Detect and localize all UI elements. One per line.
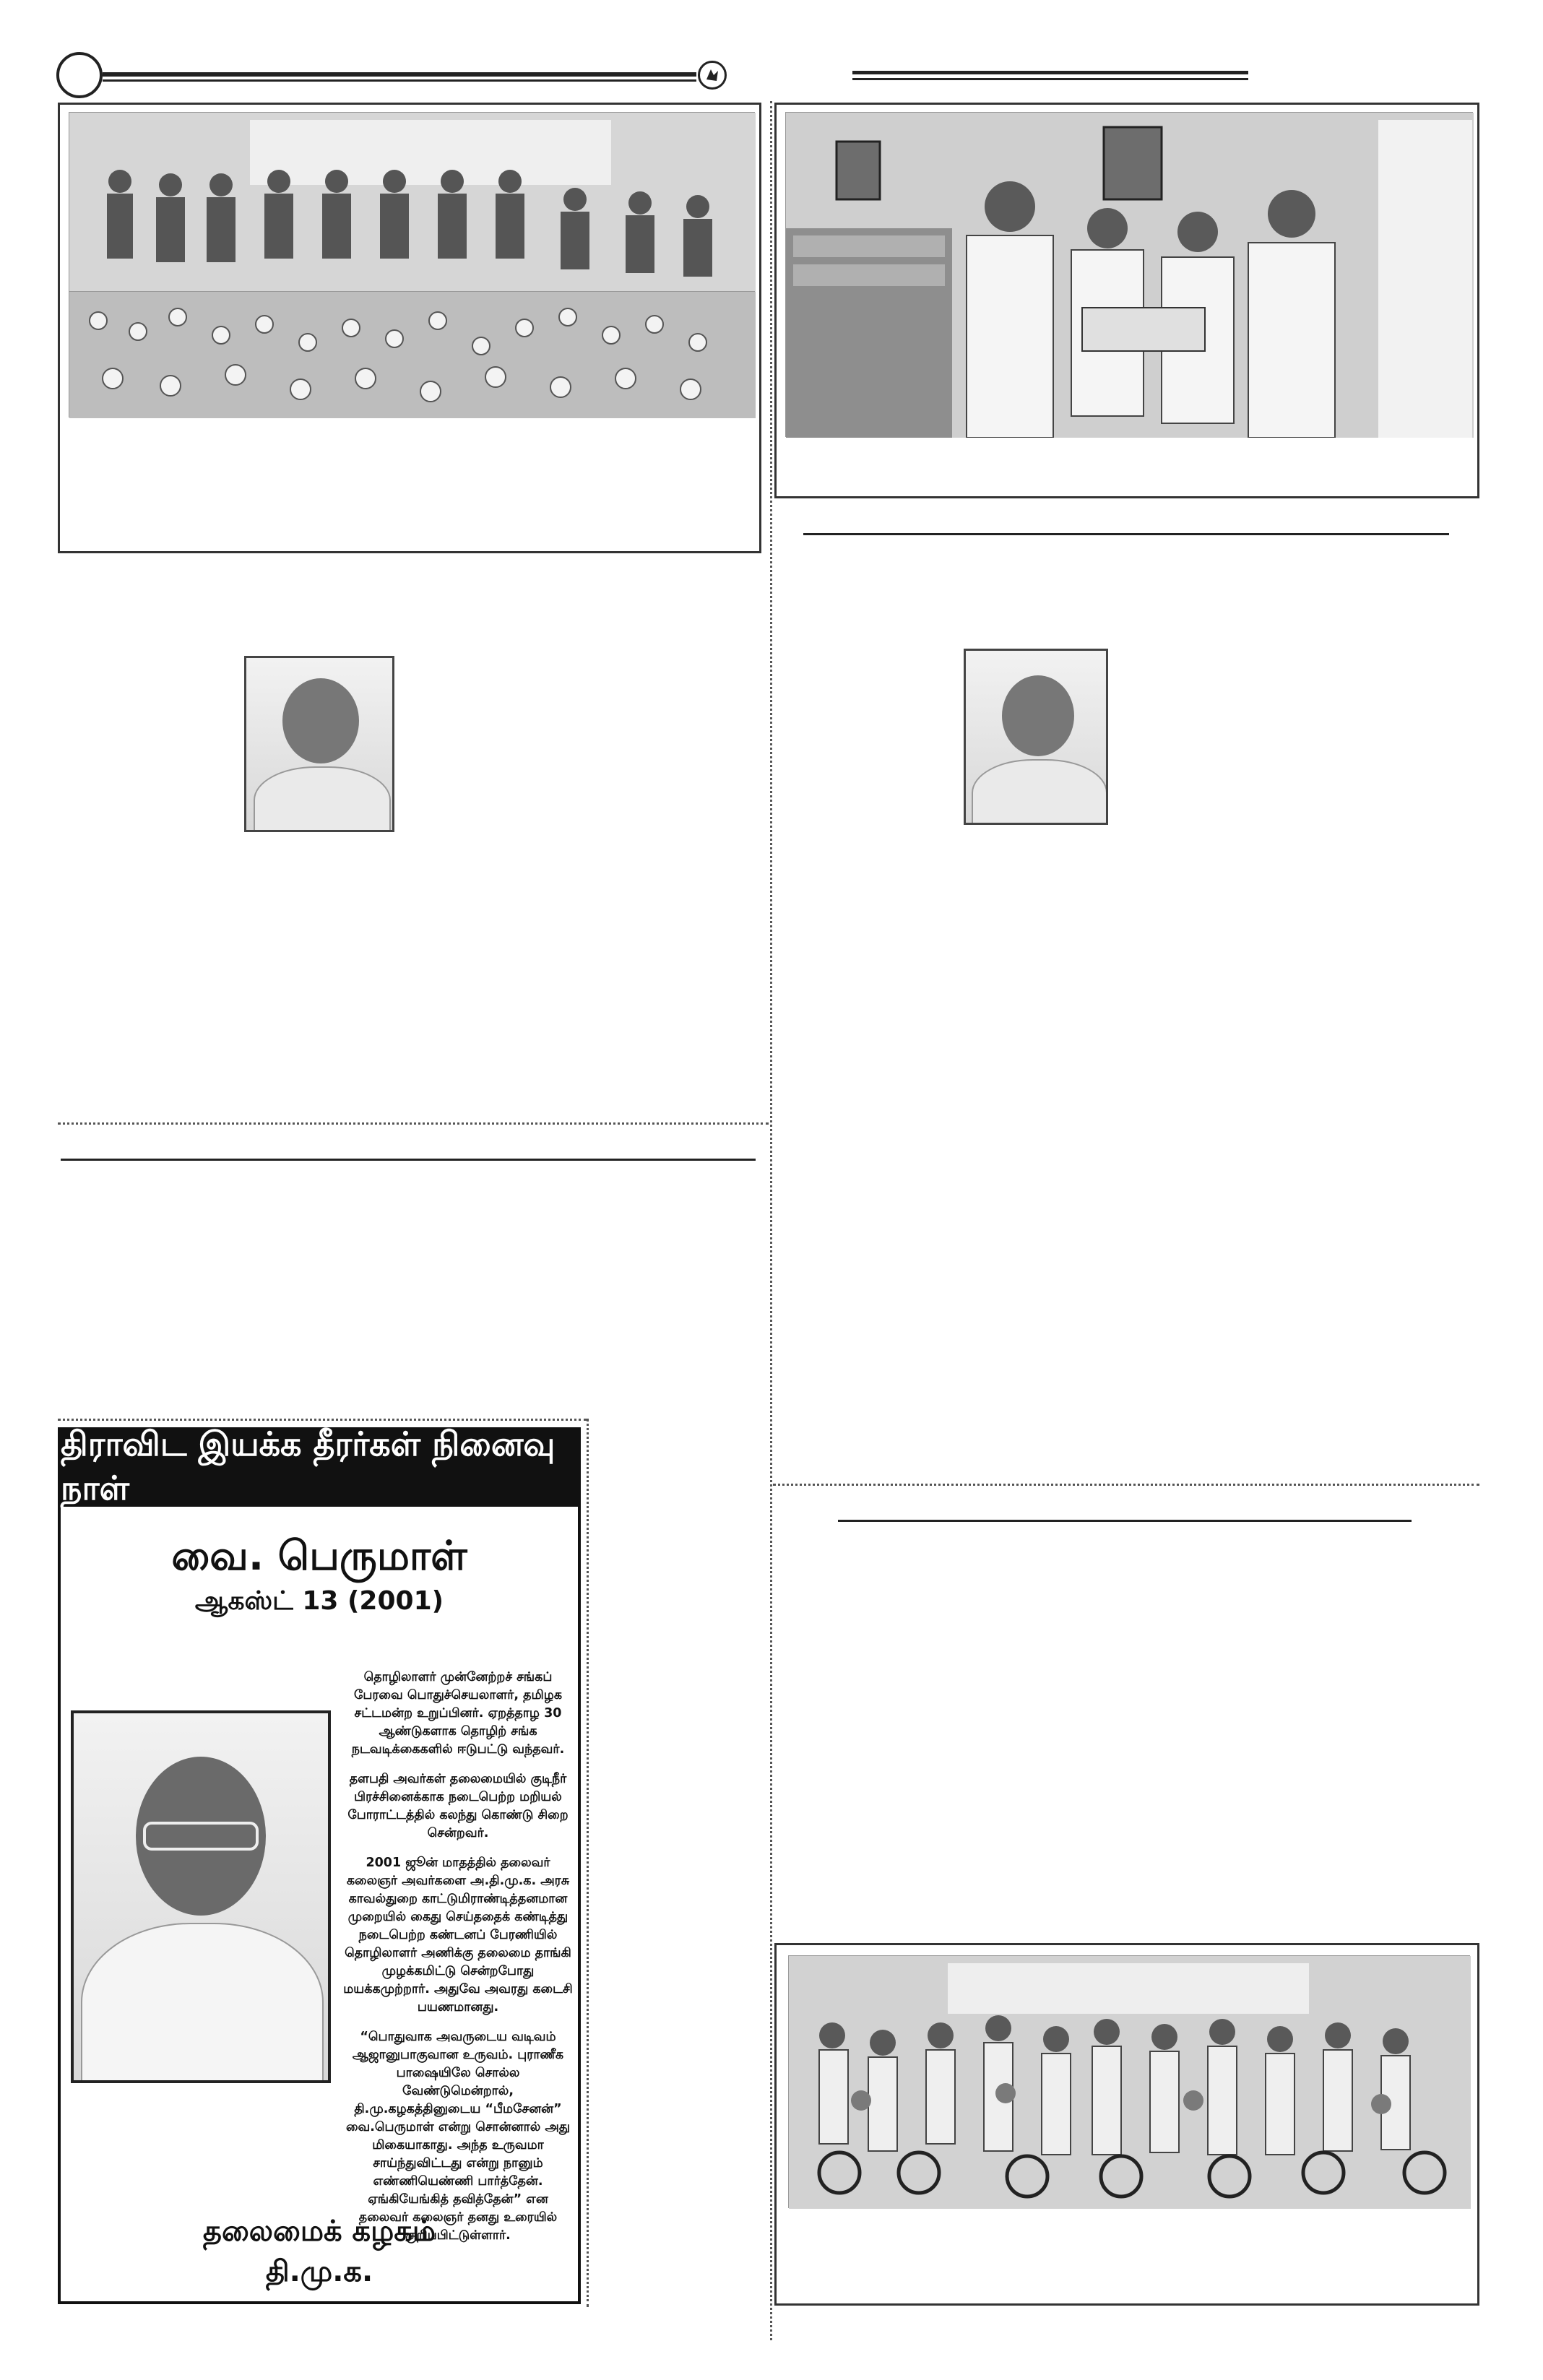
left-section-rule [61,1159,756,1161]
tribute-name: வை. பெருமாள் [171,1533,467,1580]
tribute-banner: திராவிட இயக்க தீரர்கள் நினைவு நாள் [61,1430,578,1507]
office-photo-frame [774,103,1479,498]
portrait-shoulders [972,759,1107,825]
right-header-rule [852,71,1248,74]
students-crowd-illustration [69,292,756,418]
right-section-rule-2 [838,1520,1412,1522]
spectacles-icon [143,1822,259,1851]
tribute-org-line2: தி.மு.க. [265,2255,373,2288]
page-number-circle [56,52,103,98]
tribute-org-line1: தலைமைக் கழகம் [202,2215,436,2248]
bio-paragraph: தொழிலாளர் முன்னேற்றச் சங்கப் பேரவை பொதுச்செயலாளர், தமிழக சட்டமன்ற உறுப்பினர். ஏறத்தாழ 30 ஆண்டுகளாக தொழிற் சங்க நடவடிக்கைகளில் ஈடுபட்டு வந்தவர். [351,1670,565,1757]
header-rule-inner [103,79,696,82]
column-divider [770,101,772,2340]
event-photo-frame [58,103,761,553]
bio-paragraph: 2001 ஜூன் மாதத்தில் தலைவர் கலைஞர் அவர்களை அ.தி.மு.க. அரசு காவல்துறை காட்டுமிராண்டித்தனமான முறையில் கைது செய்ததைக் கண்டித்து நடைபெற்ற கண்டனப் பேரணியில் தொழிலாளர் அணிக்கு தலைமை தாங்கி முழக்கமிட்டு சென்றபோது மயக்கமுற்றார். அதுவே அவரது கடைசி பயணமானது. [343,1856,573,2015]
portrait-shirt [81,1923,324,2083]
bicycle-distribution-illustration [789,1956,1471,2209]
right-section-divider [773,1484,1479,1486]
bio-paragraph: தளபதி அவர்கள் தலைமையில் குடிநீர் பிரச்சினைக்காக நடைபெற்ற மறியல் போராட்டத்தில் கலந்து கொண்டு சிறை சென்றவர். [347,1772,569,1840]
left-section-divider [58,1122,769,1125]
stage-photo [69,112,755,293]
tribute-bio [342,1669,574,2256]
portrait-face [282,678,359,763]
stage-people-illustration [69,113,756,293]
portrait-face [1002,675,1074,756]
bio-paragraph: “பொதுவாக அவருடைய வடிவம் ஆஜானுபாகுவான உருவம். புராணீக பாஷையிலே சொல்ல வேண்டுமென்றால், தி.மு.கழகத்தினுடைய “பீமசேனன்” வை.பெருமாள் என்று சொன்னால் அது மிகையாகாது. அந்த உருவமா சாய்ந்துவிட்டது என்று நானும் எண்ணியெண்ணி பார்த்தேன். ஏங்கியேங்கித் தவித்தேன்” என தலைவர் கலைஞர் தனது உரையில் குறிப்பிட்டுள்ளார். [345,2030,571,2243]
office-handover-illustration [786,113,1474,438]
tribute-side-divider [587,1419,589,2307]
right-section-rule-1 [803,533,1449,535]
bicycle-photo [788,1955,1470,2208]
tribute-box [58,1424,581,2304]
students-photo [69,291,755,417]
bicycle-photo-frame [774,1943,1479,2306]
header-rule [103,72,696,77]
portrait-photo-right [964,649,1108,825]
office-photo [785,112,1473,437]
portrait-shoulders [254,766,391,832]
tribute-date: ஆகஸ்ட் 13 (2001) [194,1586,444,1616]
tribute-top-divider [58,1419,587,1421]
tribute-portrait [71,1710,331,2083]
portrait-photo-left [244,656,394,832]
right-header-rule-inner [852,78,1248,80]
party-emblem-icon [698,61,727,90]
